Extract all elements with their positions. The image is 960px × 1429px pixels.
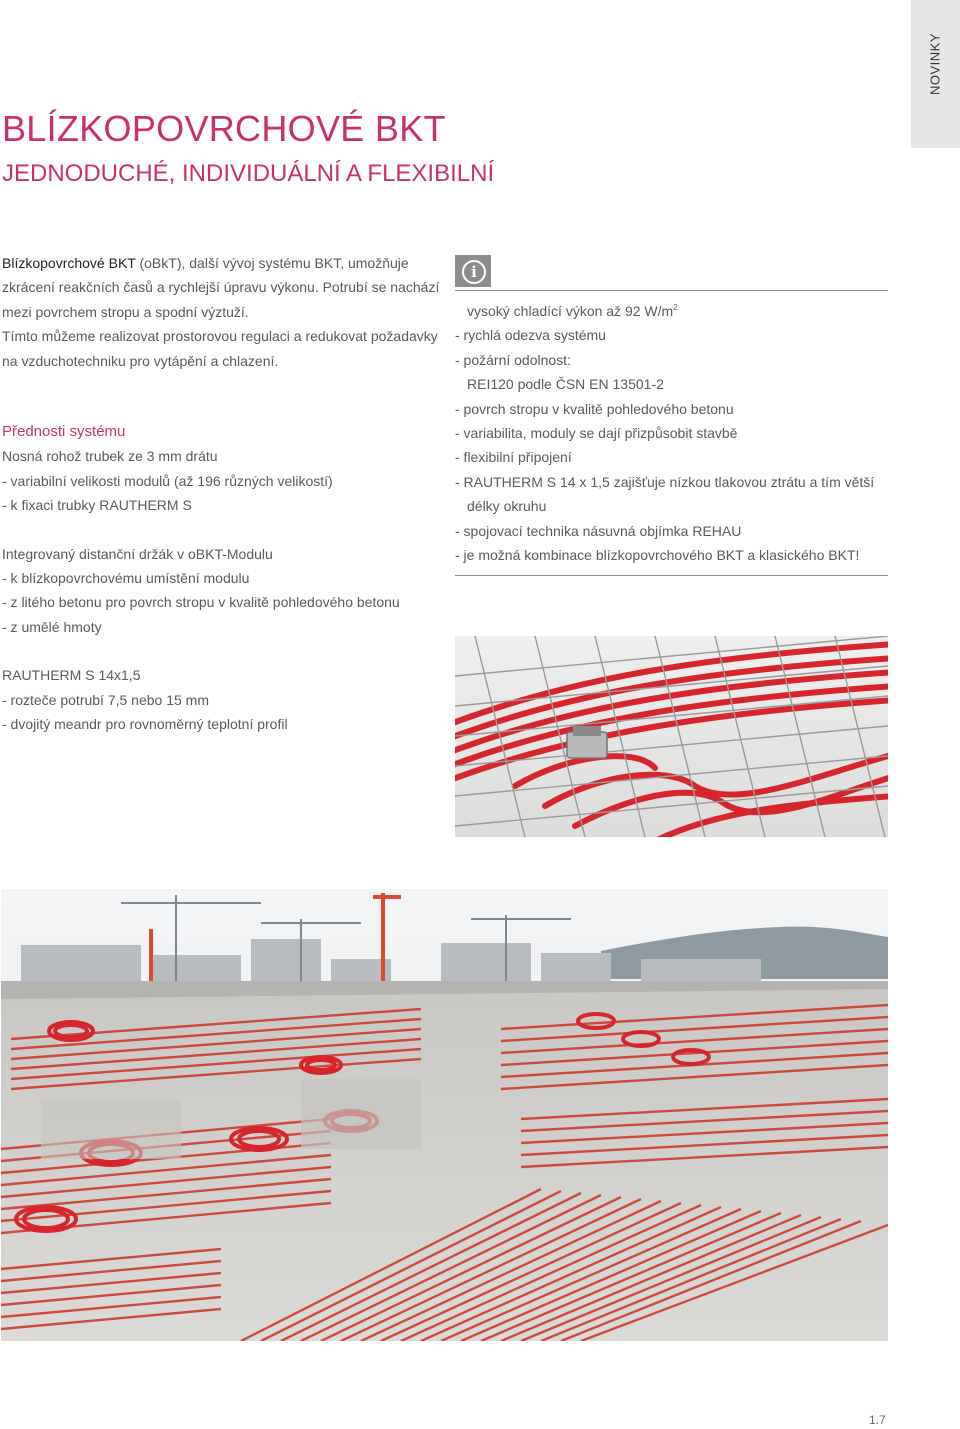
advantages-line: - z umělé hmoty — [2, 618, 102, 635]
intro-line — [2, 251, 442, 275]
info-item: - flexibilní připojení — [455, 449, 572, 466]
info-icon: i — [455, 255, 491, 287]
section-tab-label: NOVINKY — [927, 32, 943, 96]
intro-line: na vzduchotechniku pro vytápění a chlazení. — [2, 352, 279, 369]
advantages-line: - z litého betonu pro povrch stropu v kvalitě pohledového betonu — [2, 594, 400, 611]
intro-lead: Blízkopovrchové BKT — [2, 255, 136, 271]
intro-line: mezi povrchem stropu a spodní výztuží. — [2, 303, 249, 320]
page-subtitle: JEDNODUCHÉ, INDIVIDUÁLNÍ A FLEXIBILNÍ — [2, 160, 495, 187]
section-tab — [911, 0, 960, 148]
info-item: - je možná kombinace blízkopovrchového BKT a klasického BKT! — [455, 547, 860, 564]
advantages-line: - k fixaci trubky RAUTHERM S — [2, 497, 192, 514]
intro-line: zkrácení reakčních časů a rychlejší úpravu výkonu. Potrubí se nachází — [2, 279, 440, 296]
intro-line: Tímto můžeme realizovat prostorovou regulaci a redukovat požadavky — [2, 328, 438, 345]
advantages-line: Integrovaný distanční držák v oBKT-Modulu — [2, 545, 273, 562]
info-item: - variabilita, moduly se dají přizpůsobit stavbě — [455, 425, 738, 442]
page-number: 1.7 — [869, 1413, 886, 1427]
advantages-line: RAUTHERM S 14x1,5 — [2, 667, 141, 684]
info-item-text: vysoký chladící výkon až 92 W/m — [467, 303, 674, 319]
advantages-section — [2, 420, 442, 736]
info-divider-top — [455, 290, 888, 291]
advantages-line: Nosná rohož trubek ze 3 mm drátu — [2, 448, 218, 465]
advantages-line: - variabilní velikosti modulů (až 196 různých velikostí) — [2, 472, 333, 489]
page-title: BLÍZKOPOVRCHOVÉ BKT — [2, 108, 446, 149]
info-item: - rychlá odezva systému — [455, 327, 606, 344]
info-item: - RAUTHERM S 14 x 1,5 zajišťuje nízkou tlakovou ztrátu a tím větší — [455, 473, 875, 490]
advantages-line: - k blízkopovrchovému umístění modulu — [2, 570, 250, 587]
advantages-line: - rozteče potrubí 7,5 nebo 15 mm — [2, 691, 209, 708]
info-item — [455, 299, 895, 323]
info-item: délky okruhu — [467, 498, 547, 515]
info-divider-bottom — [455, 575, 888, 576]
advantages-line: - dvojitý meandr pro rovnoměrný teplotní profil — [2, 716, 288, 733]
intro-paragraph — [2, 251, 442, 373]
info-item: - požární odolnost: — [455, 351, 571, 368]
info-item: - spojovací technika násuvná objímka REHAU — [455, 522, 742, 539]
info-item-sup: 2 — [673, 303, 678, 312]
construction-site-photo — [1, 889, 888, 1341]
pipe-closeup-photo — [455, 636, 888, 837]
intro-line1-rest: (oBkT), další vývoj systému BKT, umožňuje — [135, 255, 409, 271]
info-list — [455, 299, 895, 567]
advantages-heading: Přednosti systému — [2, 423, 126, 440]
info-item: REI120 podle ČSN EN 13501-2 — [467, 376, 664, 393]
info-item: - povrch stropu v kvalitě pohledového betonu — [455, 400, 734, 417]
